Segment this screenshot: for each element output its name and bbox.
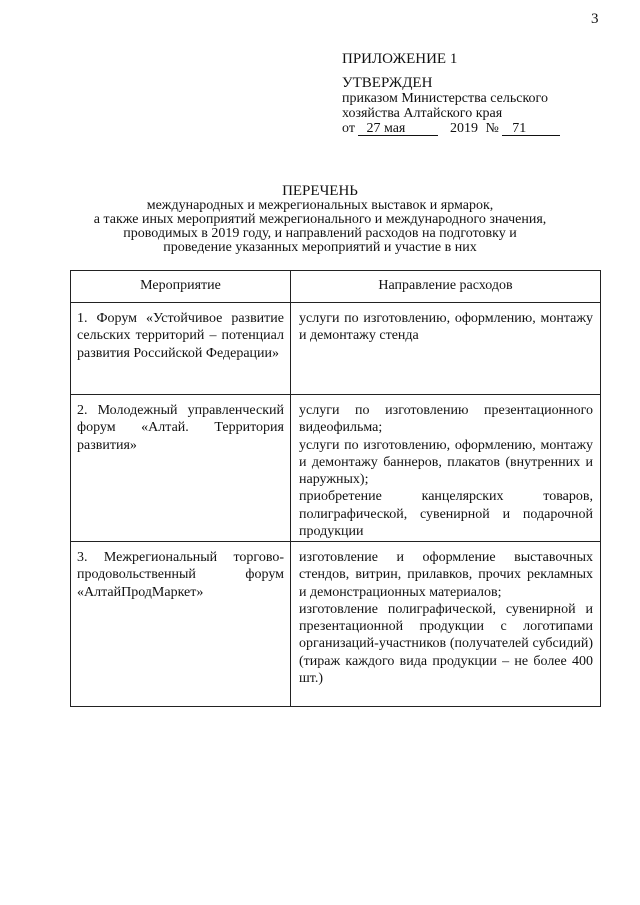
expense-item: услуги по изготовлению, оформлению, монтажу и демонтажу баннеров, плакатов (внутренних и наружных); xyxy=(299,437,593,488)
order-line-2: хозяйства Алтайского края xyxy=(342,106,503,121)
event-cell: 2. Молодежный управленческий форум «Алтай. Территория развития» xyxy=(71,395,291,542)
document-title: ПЕРЕЧЕНЬ xyxy=(282,183,358,199)
expenses-cell xyxy=(291,542,601,707)
from-label: от xyxy=(342,121,355,136)
column-header-event: Мероприятие xyxy=(71,271,291,303)
approval-block xyxy=(342,52,602,136)
event-cell: 1. Форум «Устойчивое развитие сельских территорий – потенциал развития Российской Федерации» xyxy=(71,303,291,395)
expenses-cell xyxy=(291,303,601,395)
heading-line: а также иных мероприятий межрегионального и международного значения, xyxy=(93,212,547,227)
expense-item: изготовление и оформление выставочных стендов, витрин, прилавков, прочих рекламных и демонстрационных материалов; xyxy=(299,550,593,600)
expenses-cell xyxy=(291,395,601,542)
table-row xyxy=(71,542,601,707)
appendix-label: ПРИЛОЖЕНИЕ 1 xyxy=(342,51,458,67)
order-number: 71 xyxy=(502,121,560,136)
heading-line: международных и межрегиональных выставок и ярмарок, xyxy=(146,198,494,213)
order-date: 27 мая xyxy=(358,121,438,136)
order-date-line xyxy=(342,121,602,136)
heading-line: проводимых в 2019 году, и направлений расходов на подготовку и xyxy=(123,226,517,241)
expense-item: приобретение канцелярских товаров, полиграфической, сувенирной и подарочной продукции xyxy=(299,489,593,540)
events-table xyxy=(70,270,601,707)
table-row xyxy=(71,303,601,395)
heading-line: проведение указанных мероприятий и участие в них xyxy=(163,240,477,255)
approved-label: УТВЕРЖДЕН xyxy=(342,75,433,91)
page-number: 3 xyxy=(591,11,599,27)
column-header-expenses: Направление расходов xyxy=(291,271,601,303)
order-line-1: приказом Министерства сельского xyxy=(342,91,548,106)
document-heading xyxy=(60,184,580,255)
order-year: 2019 xyxy=(449,121,478,136)
table-header-row xyxy=(71,271,601,303)
table-row xyxy=(71,395,601,542)
event-cell: 3. Межрегиональный торгово-продовольственный форум «АлтайПродМаркет» xyxy=(71,542,291,707)
expense-item: услуги по изготовлению, оформлению, монтажу и демонтажу стенда xyxy=(299,311,593,344)
number-sign: № xyxy=(485,121,499,136)
expense-item: услуги по изготовлению презентационного видеофильма; xyxy=(299,403,593,436)
expense-item: изготовление полиграфической, сувенирной и презентационной продукции с логотипами организаций-участников (получателей субсидий) (тираж каждого вида продукции – не более 400 шт.) xyxy=(299,601,593,687)
